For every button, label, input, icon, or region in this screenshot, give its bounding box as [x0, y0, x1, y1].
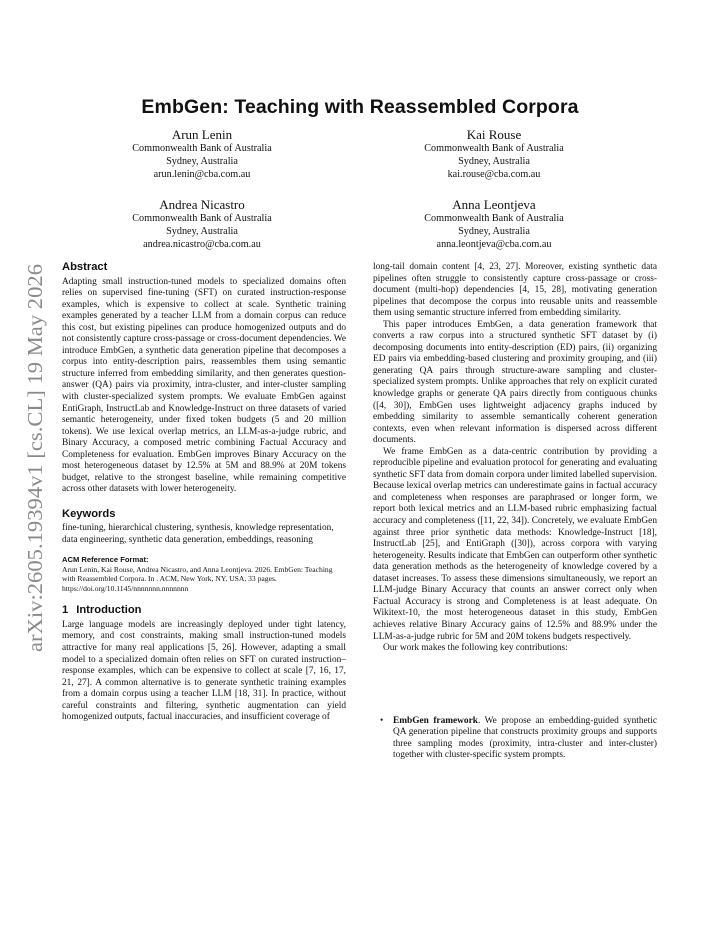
- intro-paragraph-4: Our work makes the following key contributions:: [383, 643, 568, 654]
- author-affiliation: Commonwealth Bank of Australia: [424, 143, 564, 154]
- arxiv-stamp: [4, 260, 50, 660]
- section-number: 1: [62, 604, 69, 617]
- arxiv-stamp-text: arXiv:2605.19394v1 [cs.CL] 19 May 2026: [23, 282, 47, 652]
- abstract-text: Adapting small instruction-tuned models to specialized domains often relies on supervised fine-tuning (SFT) on curated instruction-response examples, which is expensive to collect at scale. Synthetic training examples generated by a teacher LLM from a domain corpus can reduce this cost, but existing pipelines can produce homogenized outputs and do not consistently capture cross-passage or cross-document dependencies. We introduce EmbGen, a synthetic data generation pipeline that decomposes a corpus into entity-description pairs, reassembles them using semantic structure inferred from embedding similarity, and then generates question-answer (QA) pairs via proximity, intra-cluster, and inter-cluster sampling with cluster-specialized system prompts. We evaluate EmbGen against EntiGraph, InstructLab and Knowledge-Instruct on three datasets of varied semantic heterogeneity, under fixed token budgets (5 and 20 million tokens). We use lexical overlap metrics, an LLM-as-a-judge rubric, and Binary Accuracy, a composed metric combining Factual Accuracy and Completeness for evaluation. EmbGen improves Binary Accuracy on the most heterogeneous dataset by 12.5% at 5M and 88.9% at 20M tokens budget, relative to the strongest baseline, while remaining competitive across other datasets with lower heterogeneity.: [62, 276, 346, 495]
- author-2: [364, 127, 624, 181]
- contributions-list: [373, 716, 657, 762]
- author-email: anna.leontjeva@cba.com.au: [436, 238, 552, 250]
- left-column: [62, 262, 346, 724]
- author-name: Arun Lenin: [171, 127, 233, 142]
- acm-reference-text: Arun Lenin, Kai Rouse, Andrea Nicastro, and Anna Leontjeva. 2026. EmbGen: Teaching with Reassembled Corpora. In . ACM, New York, NY, USA, 33 pages. https://doi.org/10.1145/nnnnnnn.nnnnnnn: [62, 564, 333, 593]
- author-name: Anna Leontjeva: [452, 197, 536, 212]
- author-name: Andrea Nicastro: [159, 197, 245, 212]
- author-email: andrea.nicastro@cba.com.au: [143, 238, 261, 250]
- author-location: Sydney, Australia: [458, 155, 530, 167]
- contribution-text: . We propose an embedding-guided synthetic QA generation pipeline that constructs proximity groups and supports three sampling modes (proximity, intra-cluster and inter-cluster) together with cluster-specific system prompts.: [393, 715, 657, 761]
- author-location: Sydney, Australia: [458, 225, 530, 237]
- section-title: Introduction: [76, 604, 142, 617]
- intro-paragraph-3: We frame EmbGen as a data-centric contribution by providing a reproducible pipeline and evaluation protocol for generating and evaluating synthetic SFT data from domain corpora under limited labelled supervision. Because lexical overlap metrics can underestimate gains in factual accuracy and completeness when responses are paraphrased or longer form, we report both lexical metrics and an LLM-based rubric emphasizing factual accuracy and completeness ([11, 22, 34]). Concretely, we evaluate EmbGen against three prior synthetic data methods: Knowledge-Instruct [18], InstructLab [25], and EntiGraph ([30]), across corpora with varying heterogeneity. Results indicate that EmbGen can outperform other synthetic data generation methods as the heterogeneity of knowledge covered by a dataset increases. To assess these dimensions simultaneously, we report an LLM-judge Binary Accuracy that counts an answer correct only when Factual Accuracy is strong and Completeness is at least adequate. On Wikitext-10, the most heterogeneous dataset in this study, EmbGen achieves relative Binary Accuracy gains of 12.5% and 88.9% under the LLM-as-a-judge rubric for 5M and 20M tokens budgets respectively.: [373, 446, 657, 642]
- author-name: Kai Rouse: [466, 127, 522, 142]
- intro-paragraph-1-continued: long-tail domain content [4, 23, 27]. Moreover, existing synthetic data pipelines often struggle to consistently capture cross-passage or cross-document (multi-hop) dependencies [4, 15, 28], motivating generation pipelines that decompose the corpus into reusable units and reassemble them using semantic structure inferred from embedding similarity.: [373, 262, 657, 319]
- author-affiliation: Commonwealth Bank of Australia: [132, 213, 272, 224]
- author-email: arun.lenin@cba.com.au: [153, 168, 251, 180]
- intro-paragraph-2: This paper introduces EmbGen, a data generation framework that converts a raw corpus into a structured synthetic SFT dataset by (i) decomposing documents into entity-description (ED) pairs, (ii) organizing ED pairs via embedding-based clustering and proximity grouping, and (iii) generating QA pairs through structure-aware sampling and cluster-specialized system prompts. Unlike approaches that rely on explicit curated knowledge graphs or generate QA pairs directly from contiguous chunks ([4, 30]), EmbGen uses lightweight adjacency graphs induced by embedding similarity to assemble semantically coherent generation contexts, even when relevant information is dispersed across different documents.: [373, 319, 657, 446]
- introduction-heading: [62, 605, 346, 617]
- author-email: kai.rouse@cba.com.au: [447, 168, 541, 180]
- keywords-text: fine-tuning, hierarchical clustering, synthesis, knowledge representation, data engineering, synthetic data generation, embeddings, reasoning: [62, 523, 334, 546]
- keywords-heading: Keywords: [62, 507, 116, 520]
- abstract-heading: Abstract: [62, 261, 108, 273]
- arxiv-stamp-svg: [4, 260, 50, 660]
- author-3: [72, 197, 332, 251]
- contribution-title: EmbGen framework: [393, 715, 478, 726]
- paper-title: EmbGen: Teaching with Reassembled Corpora: [141, 96, 579, 118]
- author-affiliation: Commonwealth Bank of Australia: [424, 213, 564, 224]
- author-affiliation: Commonwealth Bank of Australia: [132, 143, 272, 154]
- right-column: [373, 262, 657, 762]
- acm-reference-heading: ACM Reference Format:: [62, 554, 149, 564]
- author-1: [72, 127, 332, 181]
- author-4: [364, 197, 624, 251]
- bullet-icon: •: [380, 715, 384, 726]
- author-location: Sydney, Australia: [166, 155, 238, 167]
- intro-paragraph-1: Large language models are increasingly deployed under tight latency, memory, and cost constraints, making small instruction-tuned models attractive for many real applications [5, 26]. However, adapting a small model to a specialized domain often relies on SFT on curated instruction–response examples, which can be expensive to collect at scale [7, 16, 17, 21, 27]. A common alternative is to generate synthetic training examples from a domain corpus using a teacher LLM [18, 31]. In practice, without careful constraints and filtering, synthetic augmentation can yield homogenized outputs, factual inaccuracies, and insufficient coverage of: [62, 619, 346, 723]
- author-location: Sydney, Australia: [166, 225, 238, 237]
- contribution-item: [373, 716, 657, 762]
